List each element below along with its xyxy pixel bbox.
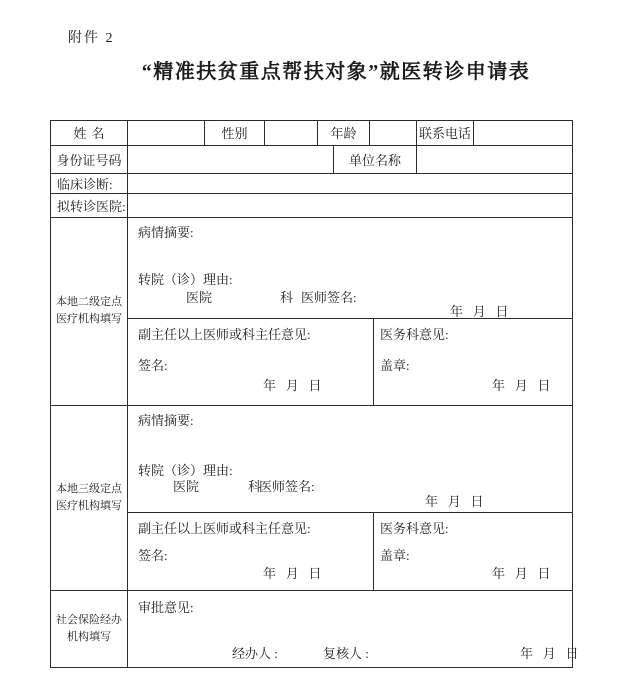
social-insurance-side-label <box>51 591 128 667</box>
level3-condition-summary-label: 病情摘要: <box>138 412 194 428</box>
level2-side-label-line2: 医疗机构填写 <box>56 313 122 326</box>
level3-medical-office-label: 医务科意见: <box>380 520 449 536</box>
name-field <box>128 121 205 145</box>
level3-doctor-signature-label: 医师签名: <box>259 478 315 494</box>
unit-name-label: 单位名称 <box>334 146 417 173</box>
level3-sign-label: 签名: <box>138 547 168 563</box>
approval-opinion-cell <box>128 591 579 667</box>
social-insurance-date-line: 年 月 日 <box>520 646 579 662</box>
id-number-field <box>128 146 334 173</box>
gender-field <box>265 121 318 145</box>
handler-label: 经办人 : <box>232 646 278 662</box>
social-insurance-side-label-line2: 机构填写 <box>67 631 111 644</box>
clinical-diagnosis-label: 临床诊断: <box>51 174 128 193</box>
level2-medical-office-label: 医务科意见: <box>380 326 449 342</box>
unit-name-field <box>417 146 572 173</box>
referral-hospital-label: 拟转诊医院: <box>51 194 128 217</box>
clinical-diagnosis-field <box>128 174 572 193</box>
level3-hospital-label: 医院 <box>173 478 200 494</box>
level2-date-line: 年 月 日 <box>450 303 509 319</box>
level2-transfer-reason-label: 转院（诊）理由: <box>138 271 233 287</box>
level3-seal-label: 盖章: <box>380 547 410 563</box>
level3-chief-opinion-cell <box>128 513 374 590</box>
phone-label: 联系电话 <box>417 121 474 145</box>
level3-seal-date-line: 年 月 日 <box>492 565 551 581</box>
level2-opinions-row <box>128 319 572 405</box>
reviewer-label: 复核人 : <box>323 646 369 662</box>
social-insurance-side-label-line1: 社会保险经办 <box>56 614 122 627</box>
level2-side-label <box>51 218 128 405</box>
level2-section-body <box>128 218 572 405</box>
level3-side-label-line1: 本地三级定点 <box>56 483 122 496</box>
level2-chief-opinion-cell <box>128 319 374 405</box>
referral-application-table <box>50 120 579 668</box>
phone-field <box>474 121 572 145</box>
level3-opinions-row <box>128 513 572 590</box>
name-label: 姓名 <box>51 121 128 145</box>
level2-doctor-signature-label: 医师签名: <box>301 289 357 305</box>
referral-hospital-row <box>51 194 572 218</box>
id-number-label: 身份证号码 <box>51 146 128 173</box>
level2-condition-summary-label: 病情摘要: <box>138 224 194 240</box>
age-field <box>370 121 417 145</box>
level2-side-label-line1: 本地二级定点 <box>56 296 122 309</box>
basic-info-row-1 <box>51 121 572 146</box>
attachment-label: 附件 2 <box>68 31 115 46</box>
level3-section-body <box>128 406 572 590</box>
basic-info-row-2 <box>51 146 572 174</box>
referral-hospital-field <box>128 194 572 217</box>
level3-date-line: 年 月 日 <box>425 493 484 509</box>
level3-chief-opinion-label: 副主任以上医师或科主任意见: <box>138 520 311 536</box>
level3-sign-date-line: 年 月 日 <box>263 565 322 581</box>
level2-institution-section <box>51 218 572 406</box>
level2-seal-date-line: 年 月 日 <box>492 377 551 393</box>
gender-label: 性别 <box>205 121 265 145</box>
clinical-diagnosis-row <box>51 174 572 194</box>
form-title: “精准扶贫重点帮扶对象”就医转诊申请表 <box>141 61 531 83</box>
level2-medical-office-cell <box>374 319 572 405</box>
approval-opinion-label: 审批意见: <box>138 600 194 616</box>
level2-sign-date-line: 年 月 日 <box>263 377 322 393</box>
level3-referral-reason-cell <box>128 406 572 513</box>
level2-chief-opinion-label: 副主任以上医师或科主任意见: <box>138 326 311 342</box>
social-insurance-section <box>51 591 579 667</box>
level2-seal-label: 盖章: <box>380 357 410 373</box>
level3-medical-office-cell <box>374 513 572 590</box>
level2-referral-reason-cell <box>128 218 572 319</box>
level2-sign-label: 签名: <box>138 357 168 373</box>
level3-side-label-line2: 医疗机构填写 <box>56 500 122 513</box>
level3-department-label: 科 <box>248 478 262 494</box>
level2-hospital-label: 医院 <box>186 289 213 305</box>
level3-transfer-reason-label: 转院（诊）理由: <box>138 462 233 478</box>
level3-institution-section <box>51 406 572 591</box>
level3-side-label <box>51 406 128 590</box>
level2-department-label: 科 <box>280 289 294 305</box>
age-label: 年龄 <box>318 121 370 145</box>
